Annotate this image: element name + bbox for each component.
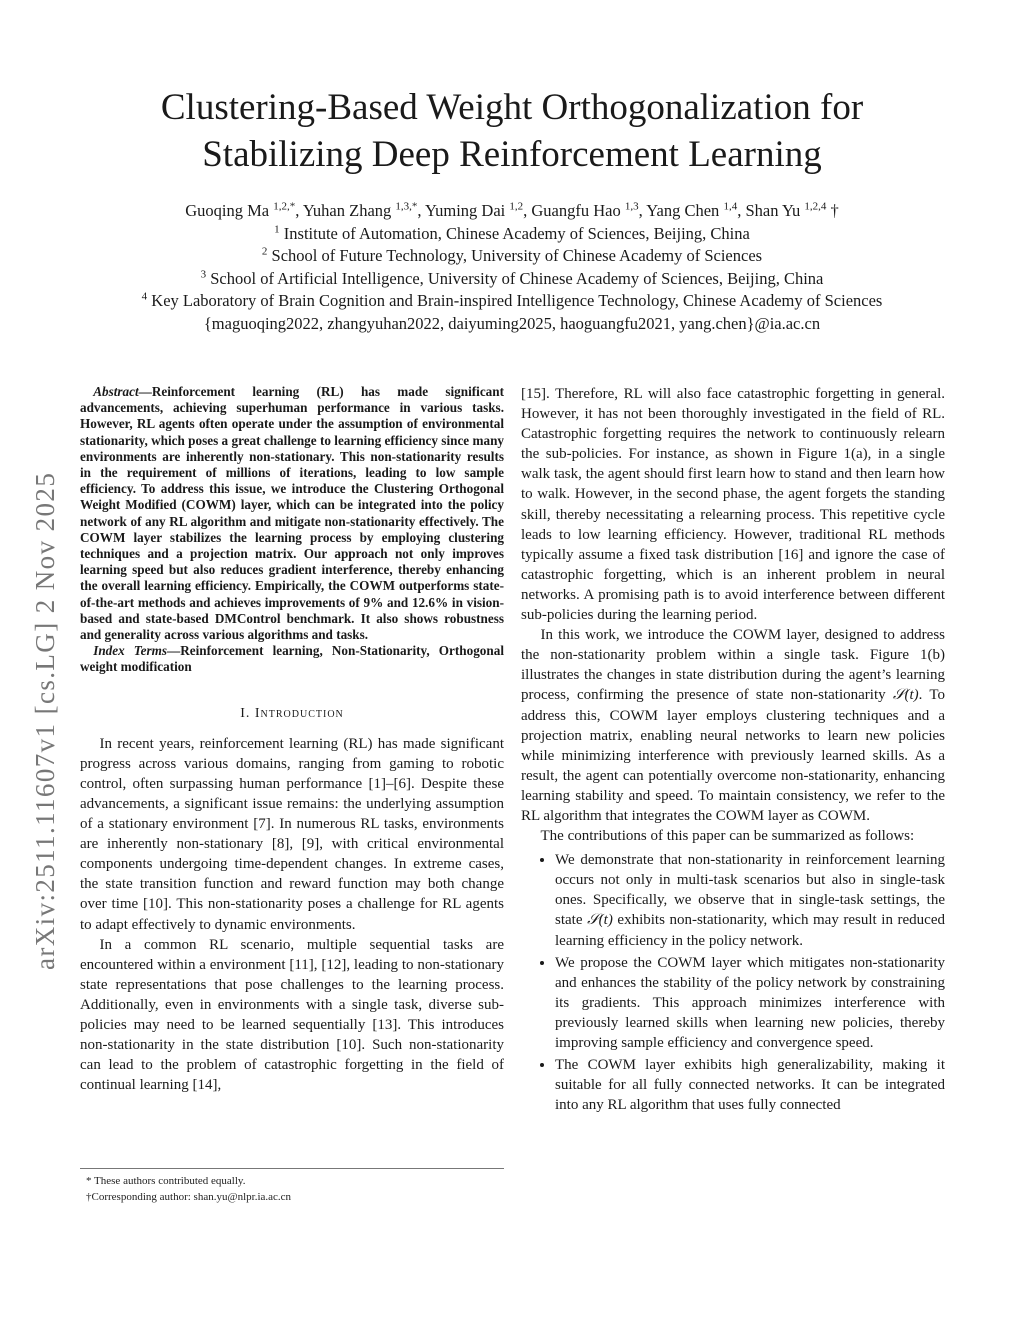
index-terms-text: —Reinforcement learning, Non-Stationarity, Orthogonal weight modification [80, 643, 504, 675]
intro-paragraph: [15]. Therefore, RL will also face catastrophic forgetting in general. However, it has not been thoroughly investigated in the field of RL. Catastrophic forgetting requires the network to continuously relearn the sub-policies. For instance, as shown in Figure 1(a), in a single walk task, the agent should first learn how to stand and then learn how to walk. However, in the second phase, the agent forgets the standing skill, thereby necessitating a relearning process. This repetitive cycle leads to low learning efficiency. However, traditional RL methods typically assume a fixed task distribution [16] and ignore the case of catastrophic forgetting, which is an inherent problem in neural networks. A promising path is to avoid interference between different sub-policies during the learning period. [521, 386, 945, 624]
title-line-2: Stabilizing Deep Reinforcement Learning [202, 134, 822, 175]
paragraph-text: . To address this, COWM layer employs clustering techniques and a projection matrix, enabling neural networks to learn new policies while minimizing interference with previously learned skills. As a result, the agent can potentially overcome non-stationarity, enhancing learning stability and speed. To maintain consistency, we refer to the RL algorithm that integrates the COWM layer as COWM. [521, 687, 945, 824]
arxiv-identifier: arXiv:2511.11607v1 [cs.LG] 2 Nov 2025 [30, 471, 60, 970]
author-name: Yang Chen [646, 201, 720, 220]
affiliation-sup: 1 [274, 223, 280, 235]
paper-title [60, 84, 964, 178]
author-name: Yuhan Zhang [302, 201, 392, 220]
contribution-list [521, 850, 945, 1115]
affiliation-sup: 2 [261, 245, 268, 258]
left-column [80, 384, 504, 1095]
math-symbol: 𝒮(t) [587, 912, 613, 929]
list-item: • The COWM layer exhibits high generalizability, making it suitable for all fully connected networks. It can be integrated into any RL algorithm that uses fully connected [555, 1055, 945, 1115]
abstract-label: Abstract [93, 384, 139, 399]
paragraph-text: In this work, we introduce the COWM layer, designed to address the non-stationarity problem within a single task. Figure 1(b) illustrates the changes in state distribution during the agent’s learning process, confirming the presence of state non-stationarity [521, 627, 945, 704]
author-name: Guoqing Ma [185, 201, 270, 220]
affiliation-text: Institute of Automation, Chinese Academy of Sciences, Beijing, China [283, 223, 750, 243]
affiliation-text: School of Future Technology, University of Chinese Academy of Sciences [271, 246, 763, 265]
abstract-text: —Reinforcement learning (RL) has made significant advancements, achieving superhuman performance in various tasks. However, RL agents often operate under the assumption of environmental stationarity, which poses a great challenge to learning efficiency since many environments are inherently non-stationary. This non-stationarity results in the requirement of millions of iterations, leading to low sample efficiency. To address this issue, we introduce the Clustering Orthogonal Weight Modified (COWM) layer, which can be integrated into the policy network of any RL algorithm and mitigate non-stationarity effectively. The COWM layer stabilizes the learning process by employing clustering techniques and a projection matrix. Our approach not only improves learning speed but also reduces gradient interference, thereby enhancing the overall learning efficiency. Empirically, the COWM outperforms state-of-the-art methods and achieves improvements of 9% and 12.6% in vision-based and state-based DMControl benchmark. It also shows robustness and generality across various algorithms and tasks. [80, 384, 504, 643]
affiliation [40, 290, 984, 313]
section-heading [80, 706, 504, 722]
author-name: Yuming Dai [425, 201, 506, 220]
title-line-1: Clustering-Based Weight Orthogonalization for [160, 87, 864, 128]
author-sup: 1,3 [624, 200, 639, 213]
right-column [521, 384, 945, 1117]
author-block [40, 200, 984, 335]
intro-paragraph [521, 625, 945, 826]
affiliation-text: School of Artificial Intelligence, University of Chinese Academy of Sciences, Beijing, China [210, 268, 824, 288]
author-sup: 1,3,* [395, 200, 418, 213]
author-sup: 1,4 [723, 200, 738, 213]
affiliation [40, 223, 984, 246]
affiliation-sup: 3 [200, 268, 207, 280]
affiliation [40, 268, 984, 291]
author-name: Guangfu Hao [531, 201, 621, 220]
section-number: I. [240, 705, 251, 721]
list-item: • We propose the COWM layer which mitigates non-stationarity and enhances the stability of the policy network by constraining its gradients. This approach minimizes interference with previously learned skills when learning new policies, thereby improving sample efficiency and convergence speed. [555, 953, 945, 1053]
affiliation-sup: 4 [141, 290, 148, 303]
list-item [555, 850, 945, 950]
section-title: Introduction [254, 705, 344, 721]
dagger-mark: † [830, 201, 839, 220]
footnote: * These authors contributed equally. [86, 1175, 246, 1187]
index-terms [80, 643, 504, 675]
list-item-text: exhibits non-stationarity, which may result in reduced learning efficiency in the policy network. [555, 912, 945, 949]
footnote: †Corresponding author: shan.yu@nlpr.ia.ac.cn [86, 1191, 292, 1203]
math-symbol: 𝒮(t) [892, 687, 919, 704]
author-sup: 1,2,4 [804, 200, 827, 213]
footnotes [80, 1168, 504, 1205]
author-emails: {maguoqing2022, zhangyuhan2022, daiyuming2025, haoguangfu2021, yang.chen}@ia.ac.cn [203, 313, 821, 333]
author-sup: 1,2,* [273, 200, 296, 213]
list-item-text: We demonstrate that non-stationarity in reinforcement learning occurs not only in multi-task scenarios but also in single-task ones. Specifically, we observe that in single-task settings, the state [555, 852, 945, 929]
author-name: Shan Yu [745, 201, 801, 220]
intro-paragraph: In a common RL scenario, multiple sequential tasks are encountered within a environment [11], [12], leading to non-stationary state representations that pose challenges to the learning process. Additionally, even in environments with a single task, diverse sub-policies may need to be learned sequentially [13]. This introduces non-stationarity in the state distribution [10]. Such non-stationarity can lead to the problem of catastrophic forgetting in the field of continual learning [14], [80, 936, 504, 1094]
affiliation [40, 245, 984, 268]
intro-paragraph: In recent years, reinforcement learning (RL) has made significant progress across various domains, ranging from gaming to robotic control, often surpassing human performance [1]–[6]. Despite these advancements, a significant issue remains: the underlying assumption of a stationary environment [7]. In numerous RL tasks, environments are inherently non-stationary [8], [9], with critical environmental components undergoing time-dependent changes. In extreme cases, the state transition function and reward function may both change over time [10]. This non-stationarity poses a challenge for RL agents to adapt effectively to dynamic environments. [80, 735, 504, 933]
intro-paragraph: The contributions of this paper can be summarized as follows: [540, 828, 915, 845]
index-terms-label: Index Terms [93, 643, 168, 659]
author-sup: 1,2 [509, 200, 524, 213]
affiliation-text: Key Laboratory of Brain Cognition and Brain-inspired Intelligence Technology, Chinese Academy of Sciences [151, 291, 883, 310]
author-list: Guoqing Ma $^{1,2,*}$, Yuhan Zhang $^{1,3,*}$, Yuming Dai $^{1,2}$, Guangfu Hao $^{1,3}$, Yang Chen $^{1,4}$, Shan Yu $^{1,2,4}$ † [185, 200, 839, 220]
abstract [80, 384, 504, 643]
